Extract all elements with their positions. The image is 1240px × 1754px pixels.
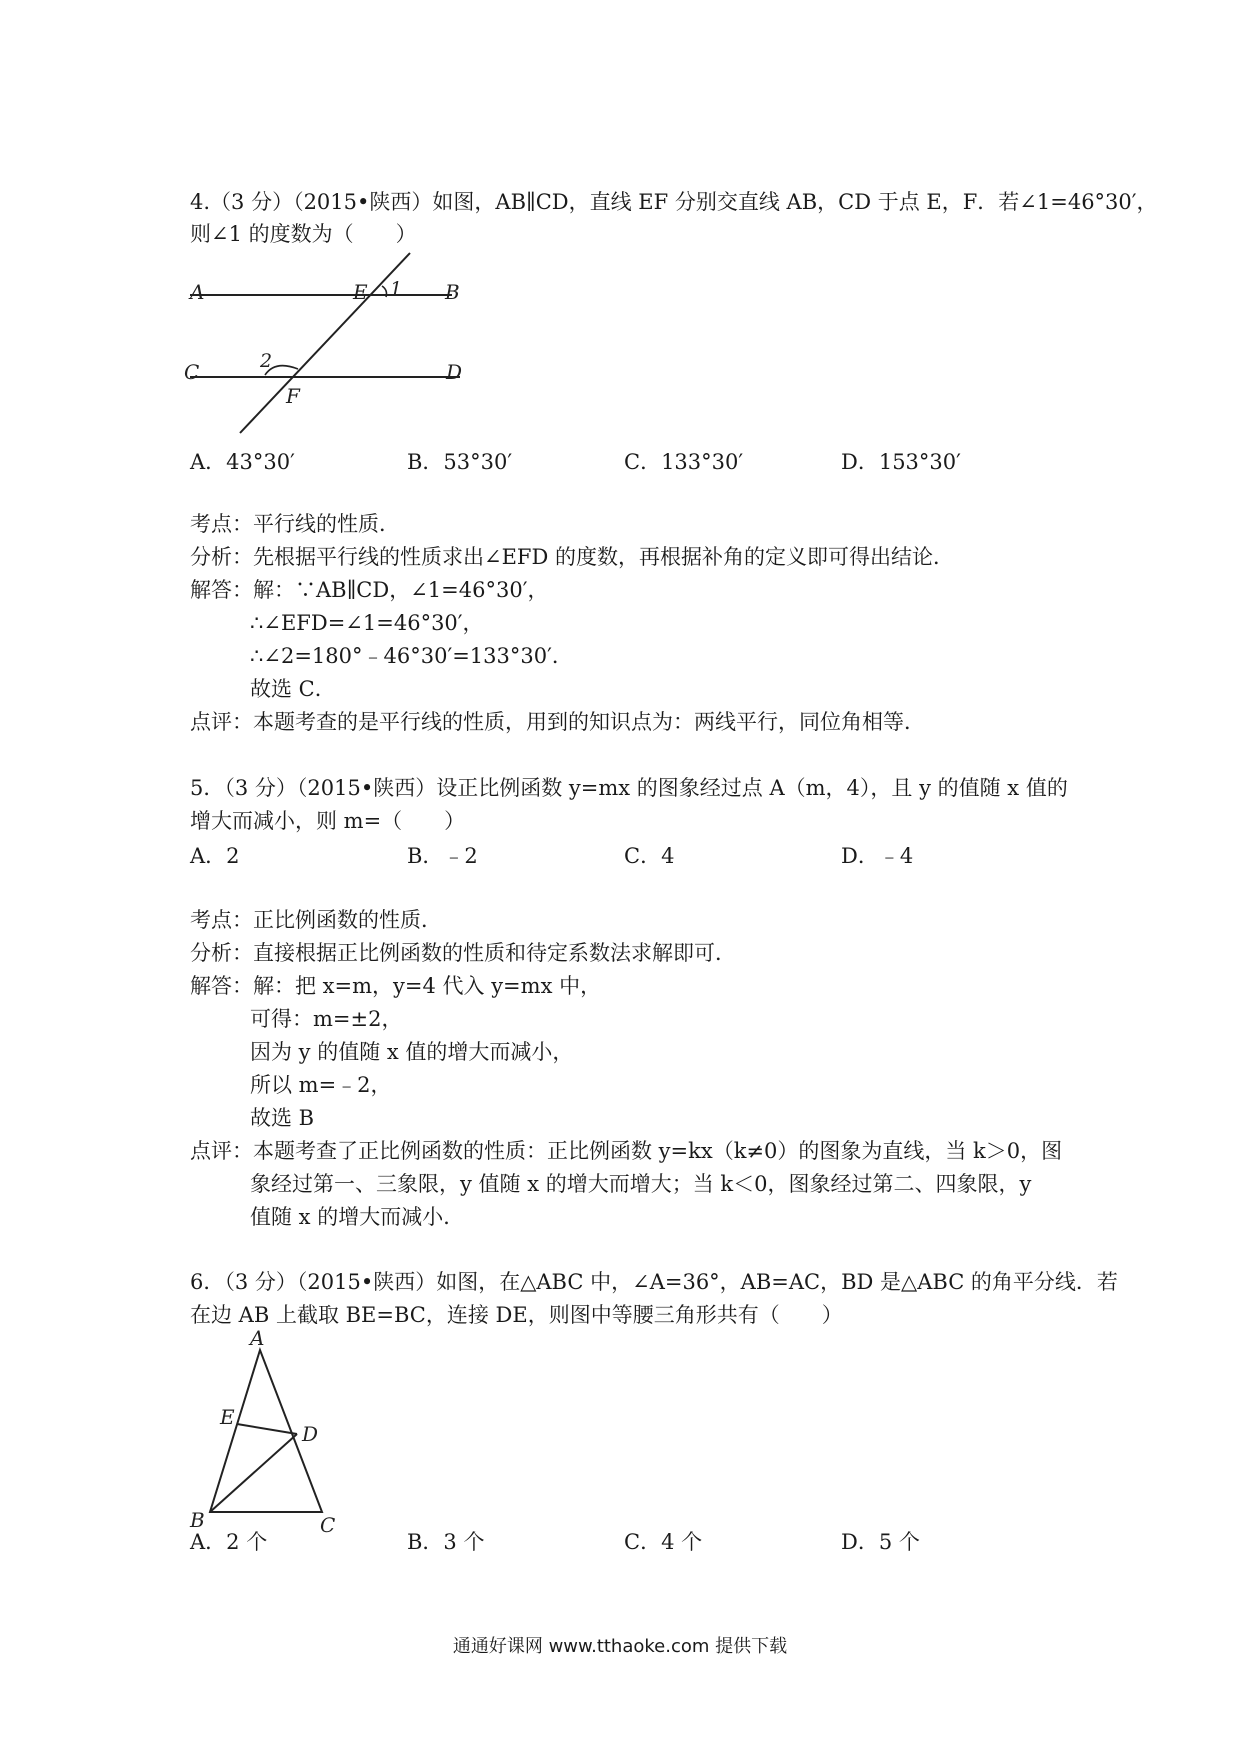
label-c: C xyxy=(184,360,200,384)
label-angle2: 2 xyxy=(260,350,273,372)
q4-option-b: B．53°30′ xyxy=(407,450,513,474)
page-footer: 通通好课网 www.tthaoke.com 提供下载 xyxy=(452,1636,788,1657)
q4-option-c: C．133°30′ xyxy=(624,450,744,474)
q4-step: 故选 C． xyxy=(250,677,336,701)
q5-dianping-line2: 象经过第一、三象限，y 值随 x 的增大而增大；当 k＜0，图象经过第二、四象限，y xyxy=(250,1172,1032,1196)
line-ef xyxy=(240,253,410,433)
q5-stem-line1: 5．（3 分）（2015•陕西）设正比例函数 y=mx 的图象经过点 A（m，4），且 y 的值随 x 值的 xyxy=(190,776,1068,800)
q4-parallel-lines-figure xyxy=(180,248,480,438)
q4-kaodian: 考点：平行线的性质． xyxy=(190,512,400,536)
label-c: C xyxy=(320,1513,336,1537)
q6-stem-line2: 在边 AB 上截取 BE=BC，连接 DE，则图中等腰三角形共有（ ） xyxy=(190,1303,843,1327)
label-a: A xyxy=(190,280,205,304)
q6-option-b: B．3 个 xyxy=(407,1530,485,1554)
q4-stem-line2: 则∠1 的度数为（ ） xyxy=(190,222,417,246)
q5-jieda: 解答：解：把 x=m，y=4 代入 y=mx 中， xyxy=(190,974,602,998)
label-f: F xyxy=(286,384,300,408)
q5-option-d: D．﹣4 xyxy=(841,844,914,868)
q4-option-a: A．43°30′ xyxy=(190,450,295,474)
q4-option-d: D．153°30′ xyxy=(841,450,961,474)
label-angle1: 1 xyxy=(390,278,403,300)
label-d: D xyxy=(302,1422,319,1446)
q6-option-c: C．4 个 xyxy=(624,1530,703,1554)
q4-step: ∴∠EFD=∠1=46°30′， xyxy=(250,611,484,635)
label-e: E xyxy=(353,280,368,304)
q4-step: ∴∠2=180°﹣46°30′=133°30′． xyxy=(250,644,573,668)
q5-step: 因为 y 的值随 x 值的增大而减小， xyxy=(250,1040,574,1064)
label-a: A xyxy=(250,1330,265,1350)
q5-option-b: B．﹣2 xyxy=(407,844,478,868)
label-b: B xyxy=(445,280,460,304)
label-b: B xyxy=(190,1508,205,1532)
q4-dianping: 点评：本题考查的是平行线的性质，用到的知识点为：两线平行，同位角相等． xyxy=(190,710,925,734)
q5-stem-line2: 增大而减小，则 m=（ ） xyxy=(190,809,466,833)
q6-triangle-figure xyxy=(180,1330,360,1540)
q5-step: 所以 m=﹣2， xyxy=(250,1073,392,1097)
label-e: E xyxy=(220,1405,235,1429)
q6-option-d: D．5 个 xyxy=(841,1530,920,1554)
q5-kaodian: 考点：正比例函数的性质． xyxy=(190,908,442,932)
q5-step: 可得：m=±2， xyxy=(250,1007,403,1031)
q6-option-a: A．2 个 xyxy=(190,1530,268,1554)
q4-jieda: 解答：解：∵AB∥CD，∠1=46°30′， xyxy=(190,578,549,602)
label-d: D xyxy=(446,360,463,384)
q5-fenxi: 分析：直接根据正比例函数的性质和待定系数法求解即可． xyxy=(190,941,736,965)
q6-stem-line1: 6．（3 分）（2015•陕西）如图，在△ABC 中，∠A=36°，AB=AC，BD 是△ABC 的角平分线．若 xyxy=(190,1270,1118,1294)
q5-option-a: A．2 xyxy=(190,844,240,868)
q4-fenxi: 分析：先根据平行线的性质求出∠EFD 的度数，再根据补角的定义即可得出结论． xyxy=(190,545,955,569)
q5-dianping-line3: 值随 x 的增大而减小． xyxy=(250,1205,465,1229)
q5-dianping-line1: 点评：本题考查了正比例函数的性质：正比例函数 y=kx（k≠0）的图象为直线，当 k＞0，图 xyxy=(190,1139,1063,1163)
q5-option-c: C．4 xyxy=(624,844,675,868)
q4-stem-line1: 4.（3 分）（2015•陕西）如图，AB∥CD，直线 EF 分别交直线 AB，CD 于点 E，F．若∠1=46°30′， xyxy=(190,190,1158,214)
q5-step: 故选 B xyxy=(250,1106,315,1130)
